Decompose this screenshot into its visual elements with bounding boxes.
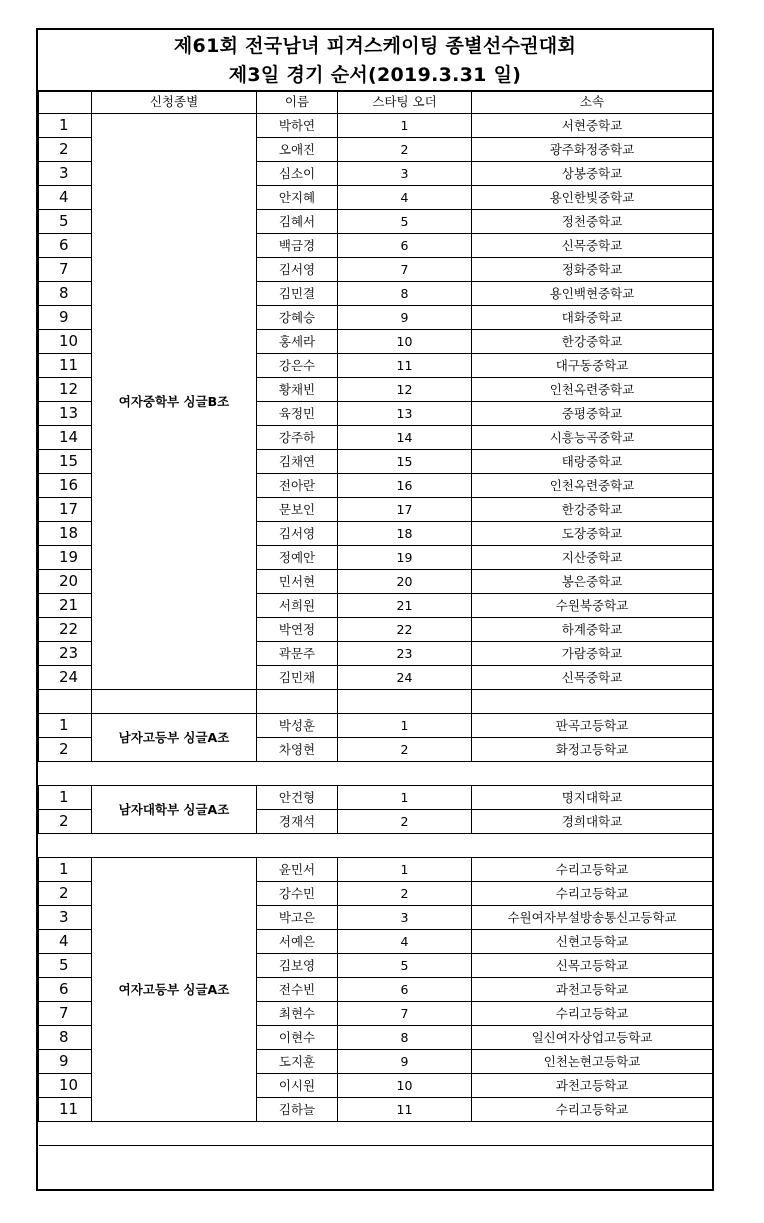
starting-order: 1: [338, 785, 472, 809]
row-number: 20: [39, 569, 92, 593]
affiliation: 수원여자부설방송통신고등학교: [472, 905, 713, 929]
row-number: 2: [39, 737, 92, 761]
affiliation: 인천옥련중학교: [472, 473, 713, 497]
skater-name: 전아란: [257, 473, 338, 497]
skater-name: 강주하: [257, 425, 338, 449]
empty-cell: [92, 689, 257, 713]
skater-name: 정예안: [257, 545, 338, 569]
row-number: 1: [39, 857, 92, 881]
affiliation: 신목고등학교: [472, 953, 713, 977]
starting-order: 1: [338, 113, 472, 137]
affiliation: 상봉중학교: [472, 161, 713, 185]
starting-order: 20: [338, 569, 472, 593]
skater-name: 김채연: [257, 449, 338, 473]
affiliation: 일신여자상업고등학교: [472, 1025, 713, 1049]
empty-cell: [39, 689, 92, 713]
starting-order: 11: [338, 1097, 472, 1121]
skater-name: 김보영: [257, 953, 338, 977]
header-affiliation: 소속: [472, 91, 713, 113]
skater-name: 안지혜: [257, 185, 338, 209]
skater-name: 황채빈: [257, 377, 338, 401]
row-number: 8: [39, 281, 92, 305]
row-number: 8: [39, 1025, 92, 1049]
skater-name: 박하연: [257, 113, 338, 137]
row-number: 9: [39, 305, 92, 329]
header-category: 신청종별: [92, 91, 257, 113]
table-row: [39, 785, 713, 809]
affiliation: 수리고등학교: [472, 881, 713, 905]
schedule-table: [38, 90, 713, 1146]
affiliation: 신목중학교: [472, 665, 713, 689]
row-number: 13: [39, 401, 92, 425]
row-number: 10: [39, 1073, 92, 1097]
starting-order: 2: [338, 137, 472, 161]
row-number: 16: [39, 473, 92, 497]
affiliation: 하계중학교: [472, 617, 713, 641]
page-title: 제61회 전국남녀 피겨스케이팅 종별선수권대회: [173, 35, 577, 57]
empty-cell: [39, 1121, 713, 1145]
starting-order: 23: [338, 641, 472, 665]
affiliation: 인천옥련중학교: [472, 377, 713, 401]
affiliation: 시흥능곡중학교: [472, 425, 713, 449]
affiliation: 한강중학교: [472, 329, 713, 353]
row-number: 6: [39, 977, 92, 1001]
schedule-table-body: [39, 91, 713, 1145]
starting-order: 10: [338, 1073, 472, 1097]
header-row: [39, 91, 713, 113]
table-row: [39, 113, 713, 137]
starting-order: 7: [338, 257, 472, 281]
skater-name: 홍세라: [257, 329, 338, 353]
row-number: 1: [39, 785, 92, 809]
skater-name: 서예은: [257, 929, 338, 953]
starting-order: 2: [338, 881, 472, 905]
header-name: 이름: [257, 91, 338, 113]
empty-cell: [472, 689, 713, 713]
starting-order: 22: [338, 617, 472, 641]
category-cell: 남자대학부 싱글A조: [92, 785, 257, 833]
category-cell: 남자고등부 싱글A조: [92, 713, 257, 761]
row-number: 17: [39, 497, 92, 521]
skater-name: 민서현: [257, 569, 338, 593]
affiliation: 신현고등학교: [472, 929, 713, 953]
starting-order: 13: [338, 401, 472, 425]
skater-name: 김민채: [257, 665, 338, 689]
row-number: 23: [39, 641, 92, 665]
category-cell: 여자중학부 싱글B조: [92, 113, 257, 689]
row-number: 15: [39, 449, 92, 473]
skater-name: 박연정: [257, 617, 338, 641]
skater-name: 육정민: [257, 401, 338, 425]
affiliation: 대화중학교: [472, 305, 713, 329]
skater-name: 박고은: [257, 905, 338, 929]
row-number: 22: [39, 617, 92, 641]
row-number: 1: [39, 713, 92, 737]
skater-name: 김하늘: [257, 1097, 338, 1121]
affiliation: 용인한빛중학교: [472, 185, 713, 209]
starting-order: 1: [338, 713, 472, 737]
skater-name: 서희원: [257, 593, 338, 617]
starting-order: 24: [338, 665, 472, 689]
starting-order: 7: [338, 1001, 472, 1025]
starting-order: 6: [338, 977, 472, 1001]
affiliation: 가람중학교: [472, 641, 713, 665]
skater-name: 안건형: [257, 785, 338, 809]
skater-name: 박성훈: [257, 713, 338, 737]
separator-row: [39, 689, 713, 713]
skater-name: 이현수: [257, 1025, 338, 1049]
separator-row: [39, 761, 713, 785]
separator-row: [39, 1121, 713, 1145]
empty-cell: [39, 833, 713, 857]
starting-order: 5: [338, 209, 472, 233]
affiliation: 수원북중학교: [472, 593, 713, 617]
affiliation: 서현중학교: [472, 113, 713, 137]
starting-order: 12: [338, 377, 472, 401]
empty-cell: [338, 689, 472, 713]
row-number: 2: [39, 809, 92, 833]
category-cell: 여자고등부 싱글A조: [92, 857, 257, 1121]
empty-cell: [39, 761, 713, 785]
skater-name: 최현수: [257, 1001, 338, 1025]
skater-name: 이시원: [257, 1073, 338, 1097]
skater-name: 전수빈: [257, 977, 338, 1001]
starting-order: 14: [338, 425, 472, 449]
skater-name: 윤민서: [257, 857, 338, 881]
starting-order: 15: [338, 449, 472, 473]
row-number: 11: [39, 353, 92, 377]
affiliation: 경희대학교: [472, 809, 713, 833]
starting-order: 8: [338, 1025, 472, 1049]
starting-order: 8: [338, 281, 472, 305]
affiliation: 신목중학교: [472, 233, 713, 257]
affiliation: 과천고등학교: [472, 977, 713, 1001]
starting-order: 10: [338, 329, 472, 353]
starting-order: 4: [338, 929, 472, 953]
page-subtitle: 제3일 경기 순서(2019.3.31 일): [228, 64, 522, 86]
row-number: 9: [39, 1049, 92, 1073]
schedule-sheet: [36, 28, 714, 1191]
affiliation: 정화중학교: [472, 257, 713, 281]
starting-order: 3: [338, 161, 472, 185]
skater-name: 김혜서: [257, 209, 338, 233]
skater-name: 김서영: [257, 521, 338, 545]
skater-name: 문보인: [257, 497, 338, 521]
row-number: 7: [39, 1001, 92, 1025]
header-num: [39, 91, 92, 113]
starting-order: 2: [338, 809, 472, 833]
starting-order: 9: [338, 305, 472, 329]
affiliation: 화정고등학교: [472, 737, 713, 761]
affiliation: 도장중학교: [472, 521, 713, 545]
row-number: 10: [39, 329, 92, 353]
starting-order: 16: [338, 473, 472, 497]
affiliation: 지산중학교: [472, 545, 713, 569]
row-number: 24: [39, 665, 92, 689]
affiliation: 판곡고등학교: [472, 713, 713, 737]
affiliation: 한강중학교: [472, 497, 713, 521]
row-number: 11: [39, 1097, 92, 1121]
skater-name: 차영현: [257, 737, 338, 761]
starting-order: 5: [338, 953, 472, 977]
skater-name: 김민결: [257, 281, 338, 305]
starting-order: 17: [338, 497, 472, 521]
affiliation: 광주화정중학교: [472, 137, 713, 161]
row-number: 1: [39, 113, 92, 137]
row-number: 18: [39, 521, 92, 545]
starting-order: 3: [338, 905, 472, 929]
row-number: 19: [39, 545, 92, 569]
skater-name: 도지훈: [257, 1049, 338, 1073]
table-row: [39, 857, 713, 881]
row-number: 5: [39, 209, 92, 233]
row-number: 6: [39, 233, 92, 257]
header-order: 스타팅 오더: [338, 91, 472, 113]
skater-name: 경재석: [257, 809, 338, 833]
skater-name: 강은수: [257, 353, 338, 377]
skater-name: 김서영: [257, 257, 338, 281]
row-number: 2: [39, 881, 92, 905]
affiliation: 수리고등학교: [472, 857, 713, 881]
row-number: 3: [39, 905, 92, 929]
affiliation: 수리고등학교: [472, 1097, 713, 1121]
row-number: 4: [39, 185, 92, 209]
starting-order: 9: [338, 1049, 472, 1073]
row-number: 7: [39, 257, 92, 281]
affiliation: 과천고등학교: [472, 1073, 713, 1097]
row-number: 2: [39, 137, 92, 161]
row-number: 3: [39, 161, 92, 185]
skater-name: 강수민: [257, 881, 338, 905]
row-number: 4: [39, 929, 92, 953]
separator-row: [39, 833, 713, 857]
table-row: [39, 713, 713, 737]
affiliation: 용인백현중학교: [472, 281, 713, 305]
affiliation: 수리고등학교: [472, 1001, 713, 1025]
row-number: 14: [39, 425, 92, 449]
row-number: 5: [39, 953, 92, 977]
row-number: 21: [39, 593, 92, 617]
skater-name: 오애진: [257, 137, 338, 161]
affiliation: 태랑중학교: [472, 449, 713, 473]
skater-name: 백금경: [257, 233, 338, 257]
affiliation: 봉은중학교: [472, 569, 713, 593]
starting-order: 21: [338, 593, 472, 617]
starting-order: 6: [338, 233, 472, 257]
affiliation: 정천중학교: [472, 209, 713, 233]
affiliation: 인천논현고등학교: [472, 1049, 713, 1073]
skater-name: 강혜승: [257, 305, 338, 329]
starting-order: 1: [338, 857, 472, 881]
affiliation: 명지대학교: [472, 785, 713, 809]
starting-order: 2: [338, 737, 472, 761]
row-number: 12: [39, 377, 92, 401]
title-block: [38, 30, 712, 90]
starting-order: 19: [338, 545, 472, 569]
skater-name: 심소이: [257, 161, 338, 185]
starting-order: 18: [338, 521, 472, 545]
affiliation: 대구동중학교: [472, 353, 713, 377]
starting-order: 11: [338, 353, 472, 377]
skater-name: 곽문주: [257, 641, 338, 665]
affiliation: 중평중학교: [472, 401, 713, 425]
starting-order: 4: [338, 185, 472, 209]
empty-cell: [257, 689, 338, 713]
